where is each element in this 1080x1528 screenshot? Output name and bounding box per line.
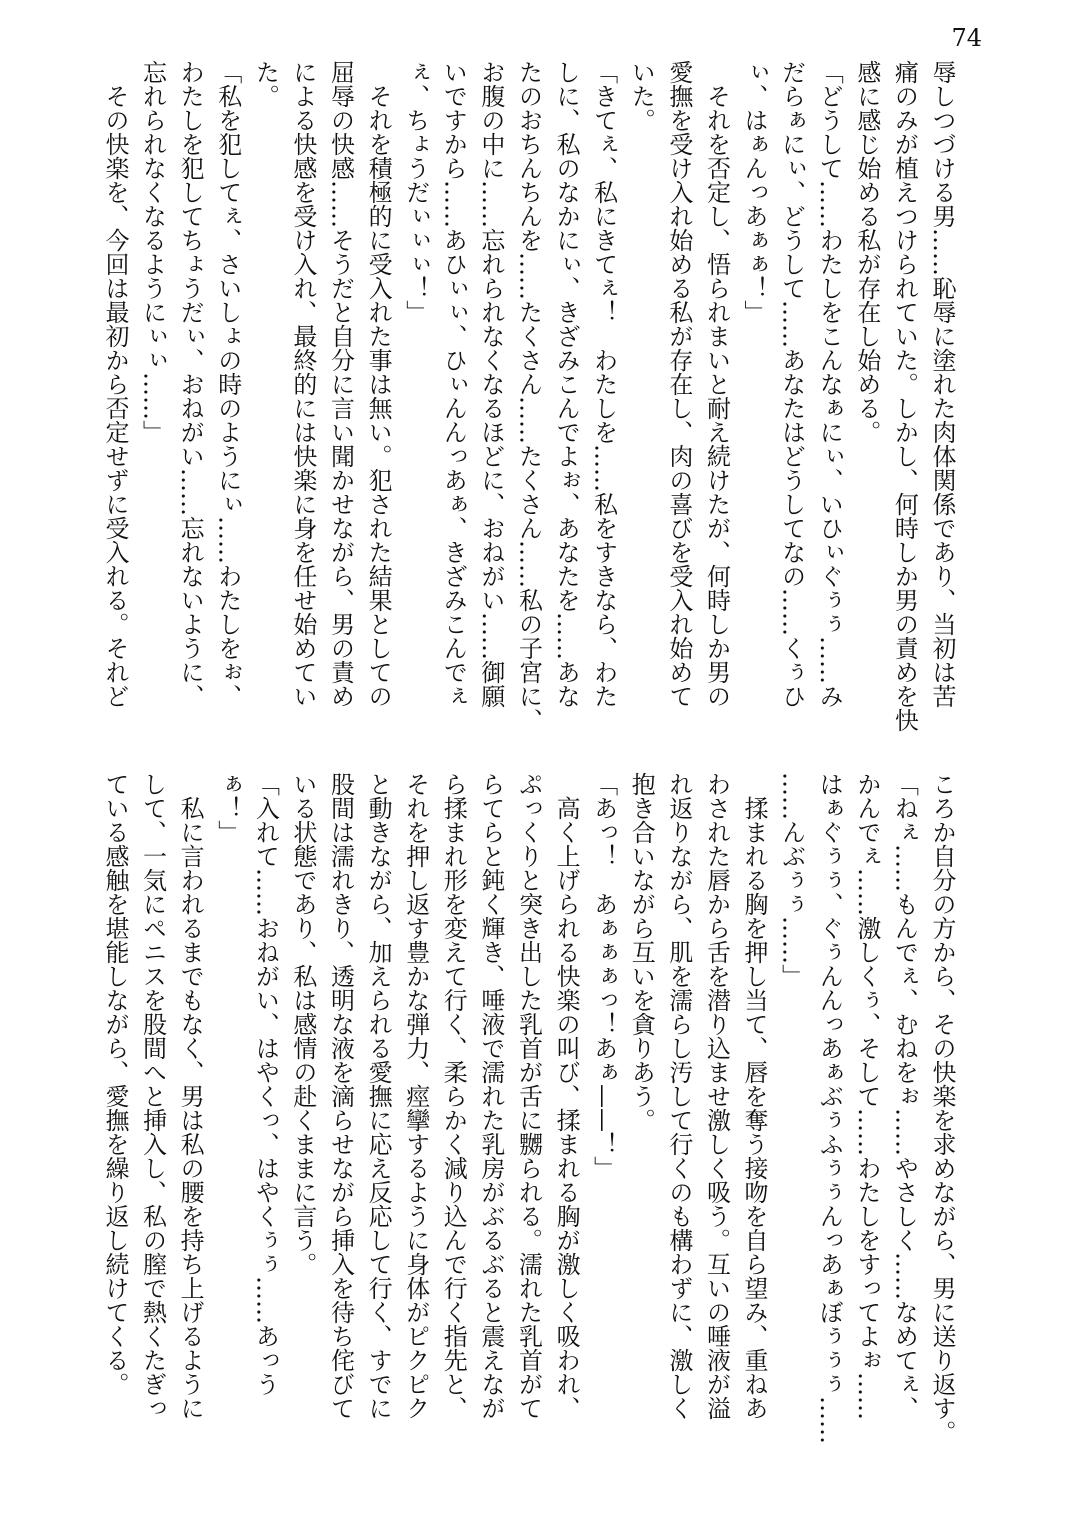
text-column: 高く上げられる快楽の叫び、揉まれる胸が激しく吸われ、 xyxy=(552,772,581,1420)
text-column: 屈辱の快感……そうだと自分に言い聞かせながら、男の責め xyxy=(326,60,355,708)
text-column: いですから……あひぃぃ、ひぃんんっあぁ、きざみこんでぇ xyxy=(439,60,468,708)
text-column: それを押し返す豊かな弾力、痙攣するように身体がピクピク xyxy=(401,772,430,1420)
text-column: ぃ、はぁんっあぁぁ！」 xyxy=(740,60,769,324)
text-column: はぁぐぅぅ、ぐぅんんっあぁぶぅふぅぅんっあぁぼぅぅぅ…… xyxy=(815,772,844,1444)
text-column: ……んぶぅぅ……」 xyxy=(777,772,806,988)
text-column: ぷっくりと突き出した乳首が舌に嬲られる。濡れた乳首がて xyxy=(514,772,543,1420)
text-column: いる状態であり、私は感情の赴くままに言う。 xyxy=(288,772,317,1276)
text-column: 愛撫を受け入れ始める私が存在し、肉の喜びを受入れ始めて xyxy=(664,60,693,708)
text-column: 「入れて……おねがい、はやくっ、はやくぅぅ……あっう xyxy=(251,772,280,1396)
text-column: わされた唇から舌を潜り込ませ激しく吸う。互いの唾液が溢 xyxy=(702,772,731,1420)
text-column: 「ねぇ……もんでぇ、むねをぉ……やさしく……なめてぇ、 xyxy=(890,772,919,1420)
text-column: 抱き合いながら互いを貪りあう。 xyxy=(627,772,656,1132)
text-column: 辱しつづける男……恥辱に塗れた肉体関係であり、当初は苦 xyxy=(928,60,956,708)
text-column: 「私を犯してぇ、さいしょの時のようにぃ……わたしをぉ、 xyxy=(213,60,242,708)
text-column: 感に感じ始める私が存在し始める。 xyxy=(852,60,881,444)
text-column: 私に言われるまでもなく、男は私の腰を持ち上げるように xyxy=(176,772,205,1420)
text-column: それを積極的に受入れた事は無い。犯された結果としての xyxy=(364,60,393,708)
text-column: と動きながら、加えられる愛撫に応え反応して行く、すでに xyxy=(364,772,393,1420)
text-column: わたしを犯してちょうだぃ、おねがい……忘れないように、 xyxy=(176,60,205,708)
text-column: かんでぇ……激しくぅ、そして……わたしをすってよぉ…… xyxy=(852,772,881,1420)
text-column: れ返りながら、肌を濡らし汚して行くのも構わずに、激しく xyxy=(664,772,693,1420)
top-text-block xyxy=(95,60,960,760)
bottom-text-block xyxy=(95,772,960,1482)
text-column: による快感を受け入れ、最終的には快楽に身を任せ始めてい xyxy=(288,60,317,708)
text-column: 「きてぇ、私にきてぇ！ わたしを……私をすきなら、わた xyxy=(589,60,618,708)
text-column: お腹の中に……忘れられなくなるほどに、おねがい……御願 xyxy=(476,60,505,708)
text-column: 「どうして……わたしをこんなぁにぃ、いひぃぐぅぅ……み xyxy=(815,60,844,708)
text-column: それを否定し、悟られまいと耐え続けたが、何時しか男の xyxy=(702,60,731,708)
text-column: ぁ！」 xyxy=(213,772,242,844)
text-column: だらぁにぃ、どうして……あなたはどうしてなの……くぅひ xyxy=(777,60,806,708)
text-column: 揉まれる胸を押し当て、唇を奪う接吻を自ら望み、重ねあ xyxy=(740,772,769,1420)
text-column: 痛のみが植えつけられていた。しかし、何時しか男の責めを快 xyxy=(890,60,919,732)
text-column: 忘れられなくなるようにぃぃ……」 xyxy=(138,60,167,444)
page-number: 74 xyxy=(951,24,982,52)
text-column: いた。 xyxy=(627,60,656,132)
text-column: して、一気にペニスを股間へと挿入し、私の膣で熱くたぎっ xyxy=(138,772,167,1420)
text-column: その快楽を、今回は最初から否定せずに受入れる。それど xyxy=(100,60,129,708)
text-column: 「あっ！ あぁぁぁっ！あぁ——！」 xyxy=(589,772,618,1180)
text-column: 股間は濡れきり、透明な液を滴らせながら挿入を待ち侘びて xyxy=(326,772,355,1420)
text-column: らてらと鈍く輝き、唾液で濡れた乳房がぶるぶると震えなが xyxy=(476,772,505,1420)
text-column: たのおちんちんを……たくさん……たくさん……私の子宮に、 xyxy=(514,60,543,732)
text-column: ころか自分の方から、その快楽を求めながら、男に送り返す。 xyxy=(928,772,956,1444)
text-column: しに、私のなかにぃ、きざみこんでよぉ、あなたを……あな xyxy=(552,60,581,708)
text-column: ぇ、ちょうだぃぃぃ！」 xyxy=(401,60,430,324)
text-column: ら揉まれ形を変えて行く、柔らかく減り込んで行く指先と、 xyxy=(439,772,468,1420)
text-column: た。 xyxy=(251,60,280,108)
text-column: ている感触を堪能しながら、愛撫を繰り返し続けてくる。 xyxy=(100,772,129,1396)
